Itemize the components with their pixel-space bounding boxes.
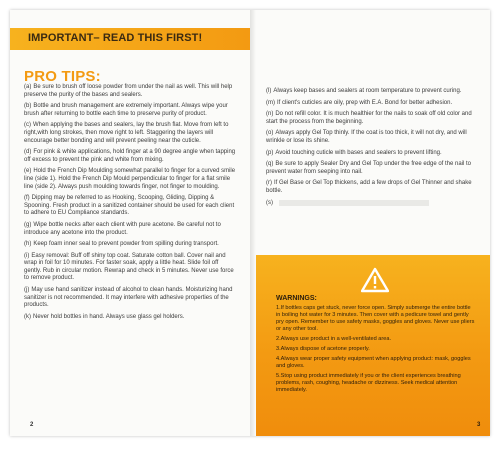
- item-text: Avoid touching cuticle with bases and sealers to prevent lifting.: [275, 149, 442, 156]
- item-text: Be sure to brush off loose powder from under the nail as well. This will help preserve the purity of the bases and sealers.: [24, 84, 233, 98]
- warnings-list: [276, 305, 476, 397]
- banner-title: IMPORTANT– READ THIS FIRST!: [28, 32, 203, 44]
- warnings-title: WARNINGS:: [276, 295, 317, 302]
- item-label: 2.: [276, 336, 281, 342]
- item-text: If Gel Base or Gel Top thickens, add a few drops of Gel Thinner and shake bottle.: [266, 180, 472, 194]
- list-item: [266, 150, 476, 158]
- list-item: [24, 84, 236, 99]
- item-text: Always apply Gel Top thinly. If the coat is too thick, it will not dry, and will wrinkle or lose its shine.: [266, 130, 467, 144]
- item-label: 5.: [276, 373, 281, 379]
- item-text: Always wear proper safety equipment when applying product: mask, goggles and gloves.: [276, 356, 471, 369]
- item-label: (e): [24, 168, 32, 175]
- list-item: [266, 111, 476, 126]
- item-text: Never hold bottles in hand. Always use glass gel holders.: [33, 313, 185, 320]
- list-item: [24, 103, 236, 118]
- item-text: Do not refill color. It is much healthier for the nails to soak off old color and start the process from the beginning.: [266, 111, 472, 125]
- list-item: [24, 287, 236, 310]
- item-label: (k): [24, 313, 31, 320]
- item-label: (o): [266, 130, 274, 137]
- redacted-text-block: [279, 200, 429, 206]
- item-label: (b): [24, 103, 32, 110]
- list-item: [266, 100, 476, 108]
- item-label: (q): [266, 161, 274, 168]
- item-text: Always dispose of acetone properly.: [280, 346, 370, 352]
- item-label: (c): [24, 122, 31, 129]
- item-label: (g): [24, 221, 32, 228]
- item-label: 1.: [276, 305, 281, 311]
- item-text: When applying the bases and sealers, lay the brush flat. Move from left to right,with long strokes, then move right to left. Staggering the layers will encourage better bonding and will prevent peeling near the cuticle.: [24, 122, 229, 144]
- item-label: (a): [24, 84, 32, 90]
- list-item: [24, 314, 236, 322]
- item-label: (h): [24, 241, 32, 248]
- item-text: May use hand sanitizer instead of alcohol to clean hands. Moisturizing hand sanitizer is not recommended. It may interfere with adhesive properties of the products.: [24, 287, 233, 309]
- item-text: Hold the French Dip Moulding somewhat parallel to finger for a curved smile line (side 1). Hold the French Dip Mould perpendicular to finger for a flat smile line (side 2). Always push moulding towards finger, not finger to moulding.: [24, 168, 236, 190]
- item-label: (i): [24, 252, 30, 259]
- item-text: For pink & white applications, hold finger at a 90 degree angle when tapping off excess to prevent the pink and white from mixing.: [24, 149, 236, 163]
- page-number-right: 3: [477, 422, 481, 428]
- item-label: (l): [266, 88, 272, 94]
- page-number-left: 2: [30, 422, 34, 428]
- item-text: Stop using product immediately if you or the client experiences breathing problems, rash, coughing, headache or dizziness. Seek medical attention immediately.: [276, 373, 461, 393]
- item-text: If client's cuticles are oily, prep with E.A. Bond for better adhesion.: [277, 99, 453, 106]
- item-label: 3.: [276, 346, 281, 352]
- item-label: (n): [266, 111, 274, 118]
- item-text: Dipping may be referred to as Hooking, Scooping, Gliding, Dipping & Spooning. Fresh product in a sanitized container should be used for each client to adhere to EU Compliance standards.: [24, 195, 235, 217]
- warning-triangle-icon: [361, 267, 389, 293]
- list-item: [276, 356, 476, 370]
- item-text: Bottle and brush management are extremely important. Always wipe your brush after returning to bottle each time to preserve purity of product.: [24, 103, 228, 117]
- list-item: [276, 305, 476, 333]
- list-item: [266, 130, 476, 145]
- booklet-spread: [10, 10, 490, 436]
- list-item: [24, 253, 236, 283]
- item-label: 4.: [276, 356, 281, 362]
- item-text: Be sure to apply Sealer Dry and Gel Top under the free edge of the nail to prevent water from seeping into nail.: [266, 161, 472, 175]
- item-label: (f): [24, 195, 30, 202]
- warnings-box: [256, 255, 490, 436]
- item-text: Keep foam inner seal to prevent powder from spilling during transport.: [33, 241, 219, 248]
- pro-tips-left-column: [24, 84, 236, 325]
- item-label: (s): [266, 200, 273, 207]
- item-text: Always use product in a well-ventilated area.: [280, 336, 392, 342]
- important-banner: [10, 28, 250, 50]
- item-label: (j): [24, 287, 30, 294]
- item-text: Wipe bottle necks after each client with pure acetone. Be careful not to introduce any acetone into the product.: [24, 221, 221, 236]
- list-item: [266, 200, 476, 208]
- list-item: [276, 373, 476, 394]
- item-label: (m): [266, 99, 275, 106]
- item-label: (r): [266, 180, 272, 187]
- list-item: [24, 122, 236, 145]
- list-item: [266, 161, 476, 176]
- list-item: [266, 88, 476, 96]
- list-item: [276, 336, 476, 343]
- item-text: If bottles caps get stuck, never force open. Simply submerge the entire bottle in boiling hot water for 3 minutes. Then cover with a pedicure towel and gently pry open. Remember to use safety masks, goggles and gloves. Never use pliers or any other tool.: [276, 305, 475, 332]
- list-item: [24, 149, 236, 164]
- pro-tips-right-column: [266, 88, 476, 212]
- list-item: [24, 222, 236, 237]
- item-label: (d): [24, 149, 32, 156]
- item-label: (p): [266, 149, 274, 156]
- list-item: [24, 168, 236, 191]
- pro-tips-title: PRO TIPS:: [24, 68, 101, 85]
- list-item: [24, 241, 236, 249]
- item-text: Easy removal: Buff off shiny top coat. Saturate cotton ball. Cover nail and wrap in foil for 10 minutes. For faster soak, apply a little heat. Slide foil off gently. Rub in circular motion. Rewrap and check in 5 minutes. Never use force to remove product.: [24, 252, 234, 282]
- list-item: [266, 180, 476, 195]
- list-item: [24, 195, 236, 218]
- list-item: [276, 346, 476, 353]
- item-text: Always keep bases and sealers at room temperature to prevent curing.: [273, 88, 462, 94]
